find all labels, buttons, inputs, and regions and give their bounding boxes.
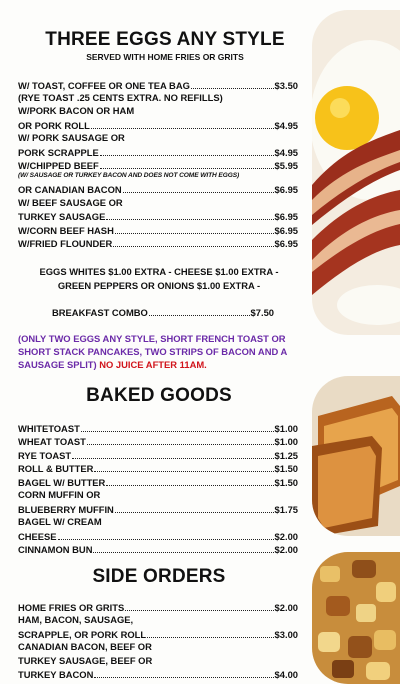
menu-item: TURKEY SAUSAGE $6.95	[18, 211, 298, 222]
section-title-baked: BAKED GOODS	[86, 385, 232, 406]
section-title-sides: SIDE ORDERS	[92, 566, 226, 587]
menu-item: W/ BEEF SAUSAGE OR	[18, 197, 123, 208]
menu-note: (W/ SAUSAGE OR TURKEY BACON AND DOES NOT COME WITH EGGS)	[18, 172, 240, 179]
menu-item: W/FRIED FLOUNDER $6.95	[18, 238, 298, 249]
menu-item: OR PORK ROLL $4.95	[18, 120, 298, 131]
menu-item: W/CHIPPED BEEF $5.95	[18, 160, 298, 171]
menu-item: CINNAMON BUN $2.00	[18, 544, 298, 555]
combo-item: BREAKFAST COMBO $7.50	[52, 307, 274, 318]
extras-line-1: EGGS WHITES $1.00 EXTRA - CHEESE $1.00 EXTRA -	[39, 266, 279, 277]
combo-description: (ONLY TWO EGGS ANY STYLE, SHORT FRENCH TOAST OR SHORT STACK PANCAKES, TWO STRIPS OF BACON AND A SAUSAGE SPLIT) NO JUICE AFTER 11AM.	[18, 333, 287, 370]
menu-item: SCRAPPLE, OR PORK ROLL $3.00	[18, 629, 298, 640]
home-fries-photo	[312, 552, 400, 684]
menu-item: CORN MUFFIN OR	[18, 489, 101, 500]
menu-item: OR CANADIAN BACON $6.95	[18, 184, 298, 195]
menu-item: W/ TOAST, COFFEE OR ONE TEA BAG $3.50	[18, 80, 298, 91]
menu-item: BAGEL W/ CREAM	[18, 516, 102, 527]
menu-item: TURKEY BACON $4.00	[18, 669, 298, 680]
menu-item: HAM, BACON, SAUSAGE,	[18, 614, 134, 625]
section-title-eggs: THREE EGGS ANY STYLE	[45, 29, 285, 50]
no-juice-warning: NO JUICE AFTER 11AM.	[99, 359, 207, 370]
toast-photo	[312, 376, 400, 536]
menu-item: W/CORN BEEF HASH $6.95	[18, 225, 298, 236]
menu-item: ROLL & BUTTER $1.50	[18, 463, 298, 474]
menu-item: HOME FRIES OR GRITS $2.00	[18, 602, 298, 613]
section-subtitle-eggs: SERVED WITH HOME FRIES OR GRITS	[86, 52, 244, 62]
menu-item: RYE TOAST $1.25	[18, 450, 298, 461]
menu-item: BLUEBERRY MUFFIN $1.75	[18, 504, 298, 515]
menu-item: BAGEL W/ BUTTER $1.50	[18, 477, 298, 488]
menu-item: W/PORK BACON OR HAM	[18, 105, 135, 116]
menu-item: TURKEY SAUSAGE, BEEF OR	[18, 655, 153, 666]
menu-item: PORK SCRAPPLE $4.95	[18, 147, 298, 158]
extras-line-2: GREEN PEPPERS OR ONIONS $1.00 EXTRA -	[57, 280, 261, 291]
menu-item: WHEAT TOAST $1.00	[18, 436, 298, 447]
menu-item: (RYE TOAST .25 CENTS EXTRA. NO REFILLS)	[18, 92, 223, 103]
menu-item: W/ PORK SAUSAGE OR	[18, 132, 125, 143]
menu-item: CHEESE $2.00	[18, 531, 298, 542]
menu-item: CANADIAN BACON, BEEF OR	[18, 641, 152, 652]
menu-item: WHITETOAST $1.00	[18, 423, 298, 434]
